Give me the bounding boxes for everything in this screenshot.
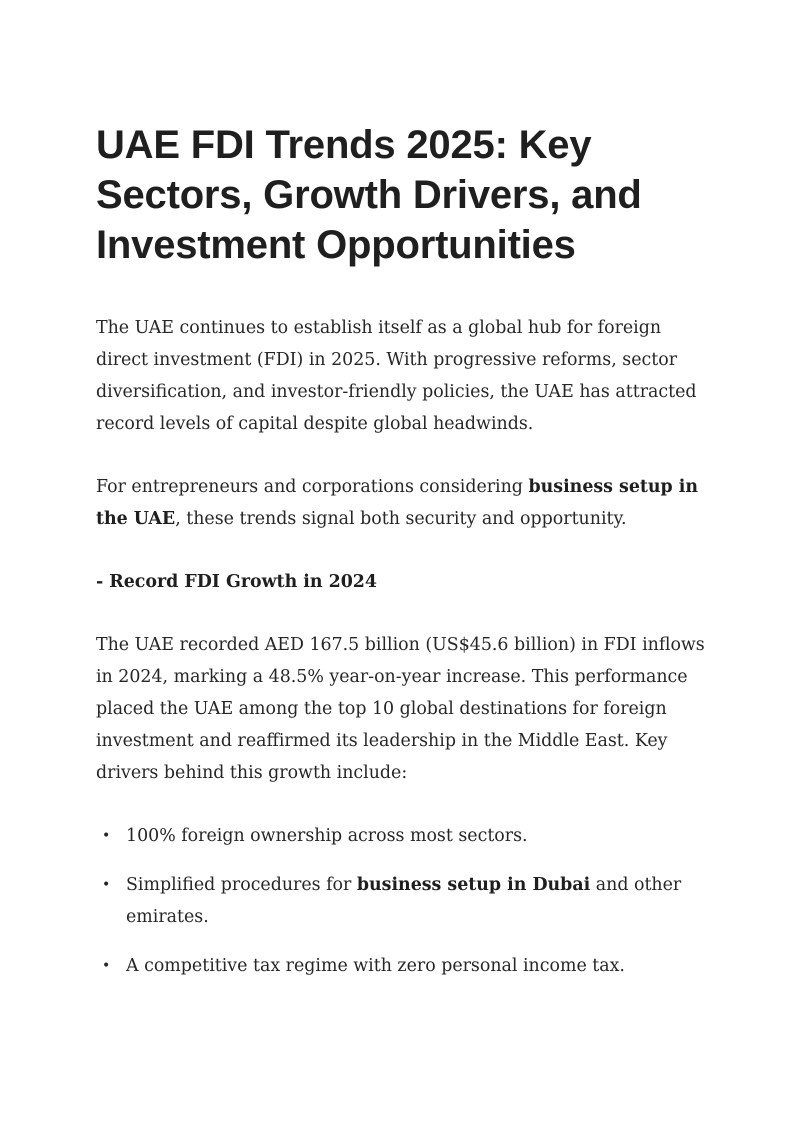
paragraph-text: , these trends signal both security and opportunity. <box>175 509 627 529</box>
article-title: UAE FDI Trends 2025: Key Sectors, Growth Drivers, and Investment Opportunities <box>96 123 642 267</box>
section-heading: - Record FDI Growth in 2024 <box>96 572 377 592</box>
list-item-text: Simplified procedures for <box>126 875 357 895</box>
business-setup-uae-bold: business setup in the UAE <box>96 477 699 529</box>
fdi-growth-paragraph: The UAE recorded AED 167.5 billion (US$45.6 billion) in FDI inflows in 2024, marking a 48.5% year-on-year increase. This performance placed the UAE among the top 10 global destinations for foreign investment and reaffirmed its leadership in the Middle East. Key drivers behind this growth include: <box>96 635 705 783</box>
list-item-text: and other emirates. <box>126 875 682 927</box>
list-item <box>96 820 706 852</box>
bullet-icon: • <box>102 828 111 844</box>
document-page <box>96 120 706 999</box>
intro-paragraph: The UAE continues to establish itself as a global hub for foreign direct investment (FDI) in 2025. With progressive reforms, sector diversification, and investor-friendly policies, the UAE has attracted record levels of capital despite global headwinds. <box>96 318 697 434</box>
bullet-icon: • <box>102 877 111 893</box>
list-item <box>96 950 706 982</box>
bullet-icon: • <box>102 958 111 974</box>
business-setup-dubai-bold: business setup in Dubai <box>356 875 591 895</box>
paragraph-text: For entrepreneurs and corporations considering <box>96 477 529 497</box>
list-item <box>96 869 706 933</box>
business-setup-paragraph <box>96 471 706 535</box>
list-item-text: A competitive tax regime with zero personal income tax. <box>126 956 625 976</box>
drivers-list <box>96 820 706 982</box>
list-item-text: 100% foreign ownership across most sectors. <box>126 826 528 846</box>
